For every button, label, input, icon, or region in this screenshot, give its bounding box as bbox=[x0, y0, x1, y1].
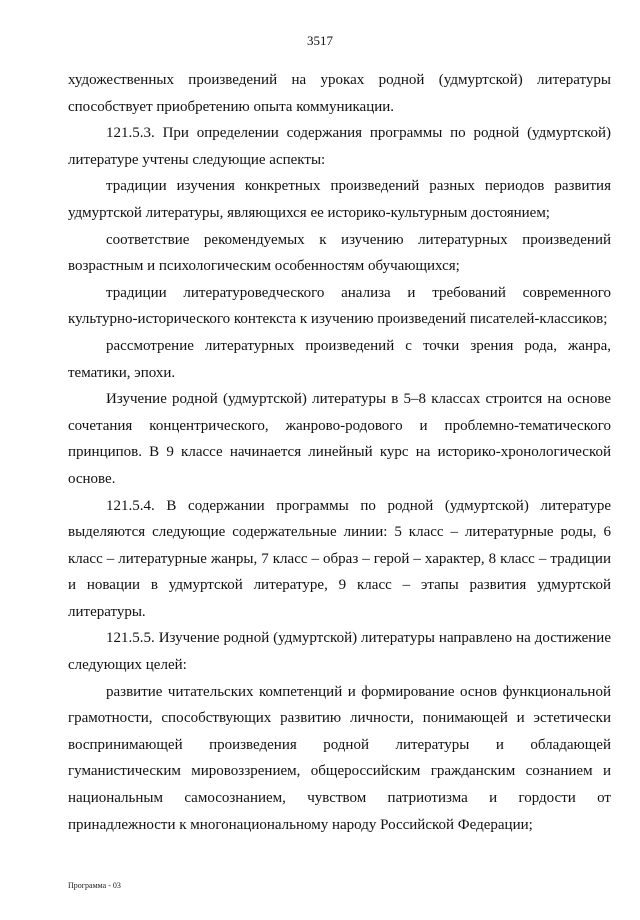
aspect-analysis-traditions: традиции литературоведческого анализа и требований современного культурно-исторического контекста к изучению произведений писателей-классиков; bbox=[68, 284, 611, 328]
footer-label: Программа - 03 bbox=[68, 881, 121, 890]
paragraph-121-5-4: 121.5.4. В содержании программы по родной (удмуртской) литературе выделяются следующие содержательные линии: 5 класс – литературные роды, 6 класс – литературные жанры, 7 класс – образ – герой – характер, 8 класс – традиции и новации в удмуртской литературе, 9 класс – этапы развития удмуртской литературы. bbox=[68, 497, 611, 620]
aspect-age-correspondence: соответствие рекомендуемых к изучению литературных произведений возрастным и психологическим особенностям обучающихся; bbox=[68, 231, 611, 275]
document-body bbox=[68, 67, 611, 838]
paragraph-continuation: художественных произведений на уроках родной (удмуртской) литературы способствует приобретению опыта коммуникации. bbox=[68, 72, 611, 115]
paragraph-study-principles: Изучение родной (удмуртской) литературы в 5–8 классах строится на основе сочетания концентрического, жанрово-родового и проблемно-тематического принципов. В 9 классе начинается линейный курс на историко-хронологической основе. bbox=[68, 391, 611, 487]
page-number: 3517 bbox=[307, 33, 333, 48]
paragraph-121-5-3: 121.5.3. При определении содержания программы по родной (удмуртской) литературе учтены следующие аспекты: bbox=[68, 125, 611, 168]
goal-reading-competence: развитие читательских компетенций и формирование основ функциональной грамотности, способствующих развитию личности, понимающей и эстетически воспринимающей произведения родной литературы и обладающей гуманистическим мировоззрением, общероссийским гражданским сознанием и национальным самосознанием, чувством патриотизма и гордости от принадлежности к многонациональному народу Российской Федерации; bbox=[68, 683, 611, 833]
aspect-traditions: традиции изучения конкретных произведений разных периодов развития удмуртской литературы, являющихся ее историко-культурным достоянием; bbox=[68, 178, 611, 221]
aspect-genre-view: рассмотрение литературных произведений с точки зрения рода, жанра, тематики, эпохи. bbox=[68, 337, 611, 381]
paragraph-121-5-5: 121.5.5. Изучение родной (удмуртской) литературы направлено на достижение следующих целей: bbox=[68, 630, 611, 674]
